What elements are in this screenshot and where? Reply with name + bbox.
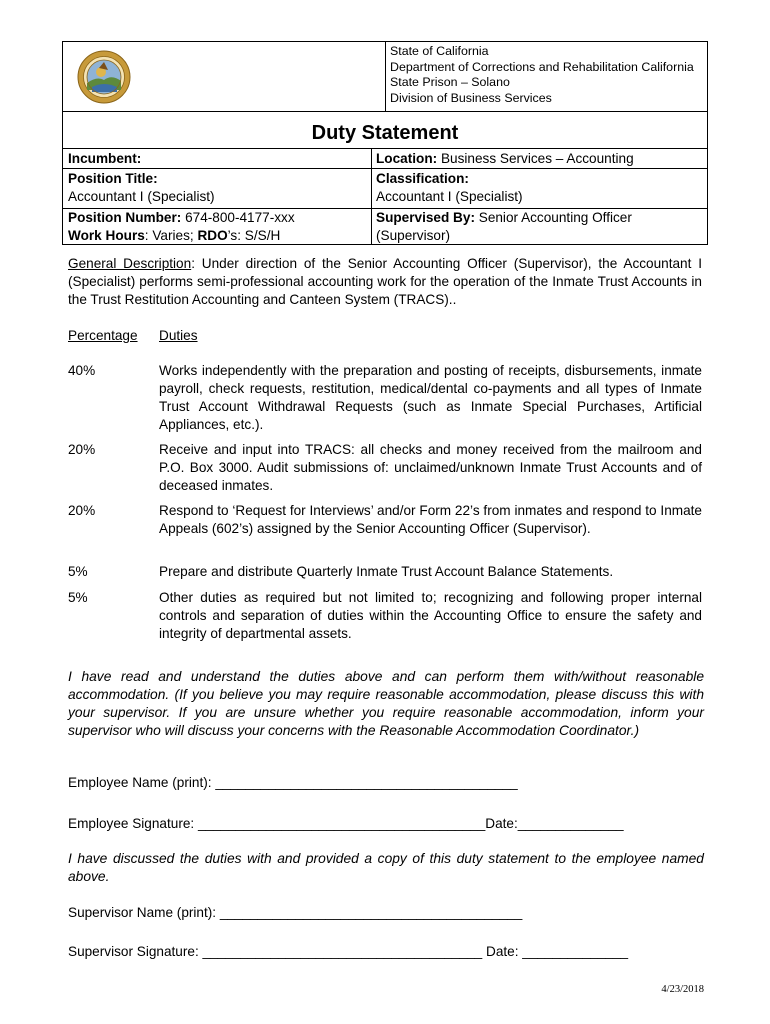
location-cell — [376, 150, 634, 168]
classification-label: Classification: — [376, 171, 469, 186]
duty-text: Works independently with the preparation and posting of receipts, disbursements, inmate payroll, check requests, restitution, medical/dental co-payments and all types of Inmate Trust Account Withdrawal Requests (such as Inmate Special Purchases, Artificial Appliances, etc.). — [159, 363, 702, 432]
incumbent-label: Incumbent: — [68, 151, 142, 166]
location-value: Business Services – Accounting — [440, 151, 634, 166]
general-description-line1: : Under direction of the Senior Accounting Officer (Supervisor), the — [191, 256, 618, 271]
position-title-label: Position Title: — [68, 171, 158, 186]
table-divider — [63, 148, 707, 149]
rdo-label: RDO — [197, 228, 228, 243]
position-number-cell — [68, 209, 295, 227]
location-label: Location: — [376, 151, 438, 166]
supervised-by-value-2: (Supervisor) — [376, 228, 451, 243]
document-title: Duty Statement — [311, 122, 459, 144]
footer-date: 4/23/2018 — [661, 984, 704, 995]
supervised-by-label: Supervised By: — [376, 210, 475, 225]
supervised-by-cell — [376, 209, 632, 227]
duty-percentage: 20% — [68, 442, 96, 457]
agency-line-state: State of California — [390, 44, 489, 58]
duty-percentage: 5% — [68, 564, 88, 579]
duty-text: Prepare and distribute Quarterly Inmate Trust Account Balance Statements. — [159, 564, 614, 579]
supervised-by-value: Senior Accounting Officer — [478, 210, 632, 225]
work-hours-label: Work Hours — [68, 228, 145, 243]
duty-text: Respond to ‘Request for Interviews’ and/or Form 22’s from inmates and respond to Inmate Appeals (602’s) assigned by the Senior Accounting Officer (Supervisor). — [159, 503, 702, 536]
supervisor-signature-line[interactable]: Supervisor Signature: _____________________________________ Date: ______________ — [68, 944, 629, 959]
general-description-text: Accountant I (Specialist) performs semi-professional accounting work for the operation of the Inmate Trust Accounts in the Trust Restitution Accounting and Canteen System (TRACS).. — [68, 256, 702, 307]
supervisor-statement: I have discussed the duties with and provided a copy of this duty statement to the employee named above. — [68, 851, 704, 884]
general-description — [68, 255, 702, 309]
agency-line-prison: State Prison – Solano — [390, 75, 510, 89]
table-column-divider — [371, 148, 372, 244]
duty-percentage: 40% — [68, 363, 96, 378]
percentage-header: Percentage — [68, 328, 138, 343]
logo-cell — [63, 42, 386, 111]
duty-text: Other duties as required but not limited to; recognizing and following proper internal controls and separation of duties within the Accounting Office to ensure the safety and integrity of departmental assets. — [159, 590, 702, 641]
rdo-value: ’s: S/S/H — [227, 228, 281, 243]
agency-block — [390, 44, 694, 106]
position-title-value: Accountant I (Specialist) — [68, 189, 215, 204]
table-divider — [63, 168, 707, 169]
duty-text: Receive and input into TRACS: all checks and money received from the mailroom and P.O. Box 3000. Audit submissions of: unclaimed/unknown Inmate Trust Accounts and of deceased inmates. — [159, 442, 702, 493]
duty-percentage: 5% — [68, 590, 88, 605]
letterhead-box — [62, 41, 708, 112]
employee-signature-line[interactable]: Employee Signature: ______________________________________Date:______________ — [68, 816, 624, 831]
duty-percentage: 20% — [68, 503, 96, 518]
position-number-value: 674-800-4177-xxx — [185, 210, 295, 225]
supervisor-name-line[interactable]: Supervisor Name (print): ________________________________________ — [68, 905, 523, 920]
state-seal-icon — [77, 50, 131, 104]
agency-line-department: Department of Corrections and Rehabilitation California — [390, 59, 694, 74]
acknowledgement-text: I have read and understand the duties above and can perform them with/without reasonable accommodation. (If you believe you may require reasonable accommodation, please discuss this with your supervisor. If you are unsure whether you require reasonable accommodation, inform your supervisor who will discuss your concerns with the Reasonable Accommodation Coordinator.) — [68, 669, 704, 738]
work-hours-value: : Varies; — [144, 228, 194, 243]
position-number-label: Position Number: — [68, 210, 182, 225]
duties-heading: Duties — [159, 328, 198, 343]
work-hours-cell — [68, 227, 280, 245]
general-description-label: General Description — [68, 256, 192, 271]
position-info-table — [62, 112, 708, 245]
agency-line-division: Division of Business Services — [390, 90, 552, 105]
employee-name-line[interactable]: Employee Name (print): ________________________________________ — [68, 775, 518, 790]
classification-value: Accountant I (Specialist) — [376, 189, 523, 204]
